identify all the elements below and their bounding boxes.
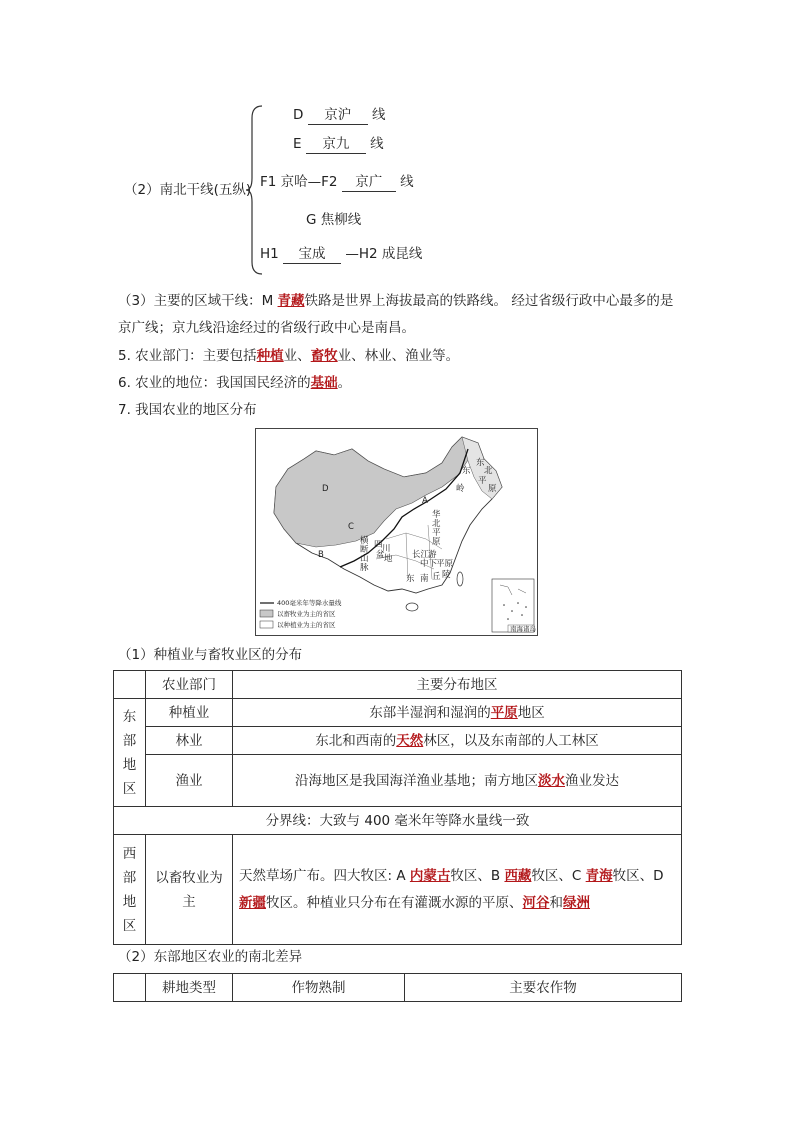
map-letter-d: D — [322, 484, 329, 494]
map-graphic — [256, 429, 537, 635]
map-place: 地 — [384, 554, 393, 564]
table-header: 主要农作物 — [405, 974, 682, 1002]
agri-status-line: 6. 农业的地位：我国国民经济的基础。 — [118, 375, 352, 391]
sector-cell: 种植业 — [146, 699, 233, 727]
map-place: 平 — [432, 528, 441, 538]
svg-text:以畜牧业为主的省区: 以畜牧业为主的省区 — [277, 610, 336, 618]
map-place: 脉 — [360, 563, 369, 573]
rail-line-d: D 京沪 线 — [293, 107, 386, 123]
rail-line-e: E 京九 线 — [293, 136, 384, 152]
sector-cell: 渔业 — [146, 755, 233, 807]
map-place: 东 — [462, 466, 471, 476]
map-place: 北 — [432, 519, 441, 529]
table-header: 作物熟制 — [233, 974, 405, 1002]
west-region-label: 西 部 地 区 — [114, 835, 146, 945]
map-letter-b: B — [318, 550, 324, 560]
map-place: 平 — [478, 476, 487, 486]
north-south-difference-table — [113, 973, 682, 1002]
map-place: 断 — [360, 545, 369, 555]
distribution-cell: 沿海地区是我国海洋渔业基地；南方地区淡水渔业发达 — [233, 755, 682, 807]
svg-text:400毫米年等降水量线: 400毫米年等降水量线 — [277, 599, 342, 607]
table-row — [114, 835, 682, 945]
svg-text:以种植业为主的省区: 以种植业为主的省区 — [277, 621, 336, 629]
distribution-cell: 东北和西南的天然林区，以及东南部的人工林区 — [233, 727, 682, 755]
map-place: 东 — [476, 458, 485, 468]
table-cell — [114, 974, 146, 1002]
table-cell — [114, 671, 146, 699]
table-header: 农业部门 — [146, 671, 233, 699]
table-row — [114, 727, 682, 755]
agri-sectors-line: 5. 农业部门：主要包括种植业、畜牧业、林业、渔业等。 — [118, 348, 460, 364]
map-place: 陵 — [442, 570, 451, 580]
agri-distribution-heading: 7. 我国农业的地区分布 — [118, 402, 257, 418]
west-sector-cell: 以畜牧业为 主 — [146, 835, 233, 945]
map-place: 南 — [420, 574, 429, 584]
north-south-label: （2）南北干线(五纵) — [124, 182, 252, 198]
agri-distribution-table — [113, 670, 682, 945]
rail-line-h: H1 宝成 —H2 成昆线 — [260, 246, 423, 262]
divider-cell: 分界线：大致与 400 毫米年等降水量线一致 — [114, 807, 682, 835]
map-letter-c: C — [348, 522, 354, 532]
subheading-2: （2）东部地区农业的南北差异 — [118, 949, 303, 965]
map-legend — [260, 598, 342, 629]
regional-lines-paragraph: （3）主要的区域干线：M 青藏铁路是世界上海拔最高的铁路线。 经过省级行政中心最多的是京广线；京九线沿途经过的省级行政中心是南昌。 — [118, 293, 674, 336]
map-place: 原 — [488, 484, 497, 494]
map-place: 北 — [484, 466, 493, 476]
map-letter-a: A — [422, 496, 428, 506]
map-place: 平原 — [436, 559, 454, 569]
map-place: 丘 — [432, 572, 441, 582]
map-place: 原 — [432, 537, 441, 547]
east-region-label: 东 部 地 区 — [114, 699, 146, 807]
map-place: 川 — [382, 544, 391, 554]
rail-line-g: G 焦柳线 — [306, 212, 362, 228]
divider-row — [114, 807, 682, 835]
table-header: 耕地类型 — [146, 974, 233, 1002]
map-place: 岭 — [456, 484, 465, 494]
map-place: 四 — [374, 540, 383, 550]
map-place: 横 — [360, 536, 369, 546]
map-place: 山 — [360, 554, 369, 564]
map-place: 中下 — [420, 559, 438, 569]
subheading-1: （1）种植业与畜牧业区的分布 — [118, 647, 303, 663]
table-row — [114, 699, 682, 727]
map-place: 东 — [406, 574, 415, 584]
table-header: 主要分布地区 — [233, 671, 682, 699]
distribution-cell: 东部半湿润和湿润的平原地区 — [233, 699, 682, 727]
rail-line-f: F1 京哈—F2 京广 线 — [260, 174, 414, 190]
south-sea-inset — [492, 579, 537, 633]
map-place: 长江 — [412, 550, 430, 560]
svg-text:南海诸岛: 南海诸岛 — [510, 625, 536, 633]
table-header-row — [114, 671, 682, 699]
table-header-row — [114, 974, 682, 1002]
map-place: 游 — [428, 550, 437, 560]
map-place: 盆 — [376, 550, 385, 560]
table-row — [114, 755, 682, 807]
china-agriculture-map — [255, 428, 538, 636]
map-place: 华 — [432, 510, 441, 520]
west-distribution-cell: 天然草场广布。四大牧区: A 内蒙古牧区、B 西藏牧区、C 青海牧区、D 新疆牧区。种植业只分布在有灌溉水源的平原、河谷和绿洲 — [233, 835, 682, 945]
sector-cell: 林业 — [146, 727, 233, 755]
